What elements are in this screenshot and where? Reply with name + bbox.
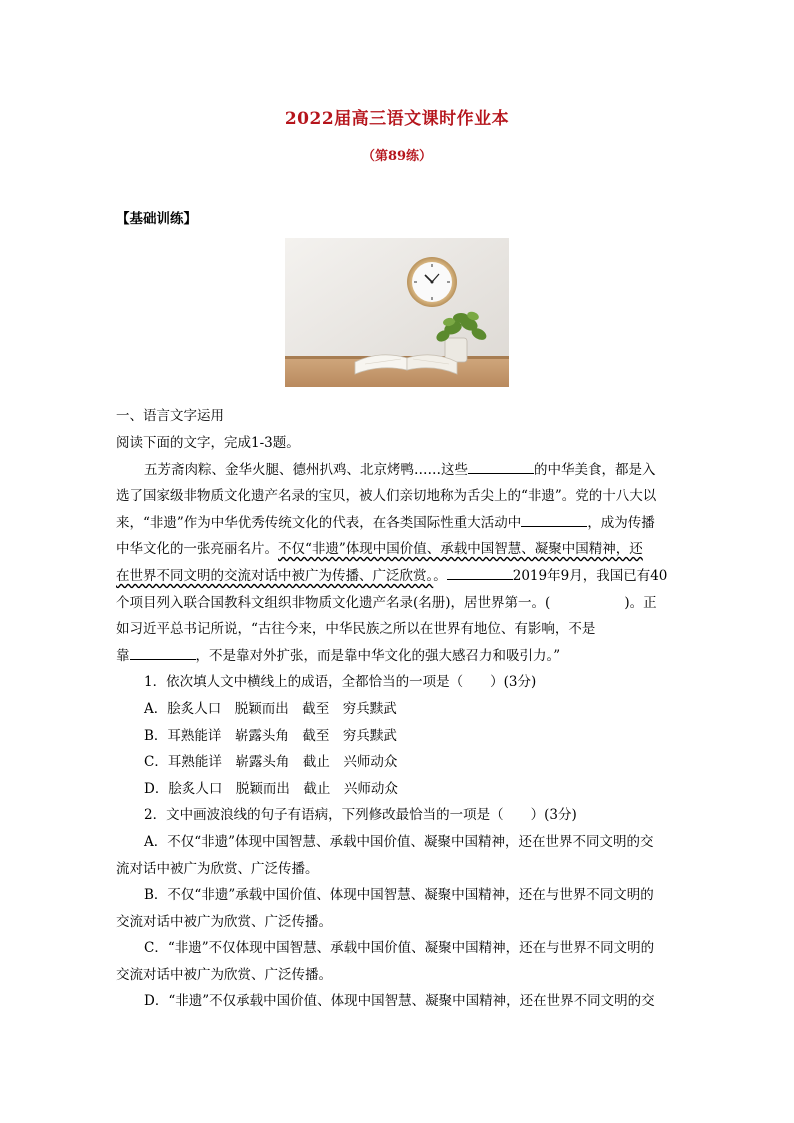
part-heading: 一、语言文字运用 bbox=[116, 408, 224, 424]
fill-blank[interactable] bbox=[447, 565, 513, 580]
passage-line: 个项目列入联合国教科文组织非物质文化遗产名录(名册)，居世界第一。( )。正 bbox=[116, 594, 657, 611]
passage-line: 来，“非遗”作为中华优秀传统文化的代表，在各类国际性重大活动中 ，成为传播 bbox=[116, 510, 681, 537]
passage-block bbox=[116, 430, 681, 1015]
question-2-option-b[interactable]: B．不仅“非遗”承载中国价值、体现中国智慧、凝聚中国精神，还在与世界不同文明的 bbox=[144, 887, 654, 904]
question-1-option-a[interactable]: A．脍炙人口 脱颖而出 截至 穷兵黩武 bbox=[144, 700, 397, 717]
wavy-underlined-sentence: 在世界不同文明的交流对话中被广为传播、广泛欣赏。 bbox=[116, 567, 434, 584]
fill-blank[interactable] bbox=[468, 459, 534, 474]
section-label: 【基础训练】 bbox=[116, 211, 197, 227]
question-1-stem: 1．依次填人文中横线上的成语，全都恰当的一项是（ ）(3分) bbox=[144, 674, 537, 691]
question-2-stem: 2．文中画波浪线的句子有语病，下列修改最恰当的一项是（ ）(3分) bbox=[144, 807, 577, 824]
passage-line: 在世界不同文明的交流对话中被广为传播、广泛欣赏。。 2019年9月，我国已有40 bbox=[116, 563, 681, 590]
passage-line: 选了国家级非物质文化遗产名录的宝贝，被人们亲切地称为舌尖上的“非遗”。党的十八大以 bbox=[116, 488, 657, 505]
question-1-option-c[interactable]: C．耳熟能详 崭露头角 截止 兴师动众 bbox=[144, 754, 398, 771]
wavy-underlined-sentence: 不仅“非遗”体现中国价值、承载中国智慧、凝聚中国精神，还 bbox=[278, 541, 643, 558]
page-title: 2022届高三语文课时作业本 bbox=[284, 109, 510, 129]
passage-line: 五芳斋肉粽、金华火腿、德州扒鸡、北京烤鸭……这些 的中华美食，都是入 bbox=[116, 457, 681, 484]
passage-line: 靠 ，不是靠对外扩张，而是靠中华文化的强大感召力和吸引力。” bbox=[116, 643, 681, 670]
fill-blank[interactable] bbox=[130, 645, 196, 660]
passage-line: 如习近平总书记所说，“古往今来，中华民族之所以在世界有地位、有影响，不是 bbox=[116, 621, 596, 638]
clock-plant-book-photo bbox=[285, 238, 509, 387]
question-2-option-a-cont: 流对话中被广为欣赏、广泛传播。 bbox=[116, 860, 319, 877]
question-1-option-d[interactable]: D．脍炙人口 脱颖而出 截止 兴师动众 bbox=[144, 780, 398, 797]
passage-line: 中华文化的一张亮丽名片。不仅“非遗”体现中国价值、承载中国智慧、凝聚中国精神，还 bbox=[116, 541, 643, 558]
question-1-option-b[interactable]: B．耳熟能详 崭露头角 截至 穷兵黩武 bbox=[144, 727, 397, 744]
question-2-option-c-cont: 交流对话中被广为欣赏、广泛传播。 bbox=[116, 966, 332, 983]
question-2-option-b-cont: 交流对话中被广为欣赏、广泛传播。 bbox=[116, 913, 332, 930]
question-2-option-c[interactable]: C．“非遗”不仅体现中国智慧、承载中国价值、凝聚中国精神，还在与世界不同文明的 bbox=[144, 940, 655, 957]
question-2-option-a[interactable]: A．不仅“非遗”体现中国智慧、承载中国价值、凝聚中国精神，还在世界不同文明的交 bbox=[144, 833, 654, 850]
instruction: 阅读下面的文字，完成1-3题。 bbox=[116, 435, 300, 451]
fill-blank[interactable] bbox=[521, 512, 587, 527]
page-subtitle: （第89练） bbox=[361, 149, 433, 164]
question-2-option-d[interactable]: D．“非遗”不仅承载中国价值、体现中国智慧、凝聚中国精神，还在世界不同文明的交 bbox=[144, 993, 655, 1010]
